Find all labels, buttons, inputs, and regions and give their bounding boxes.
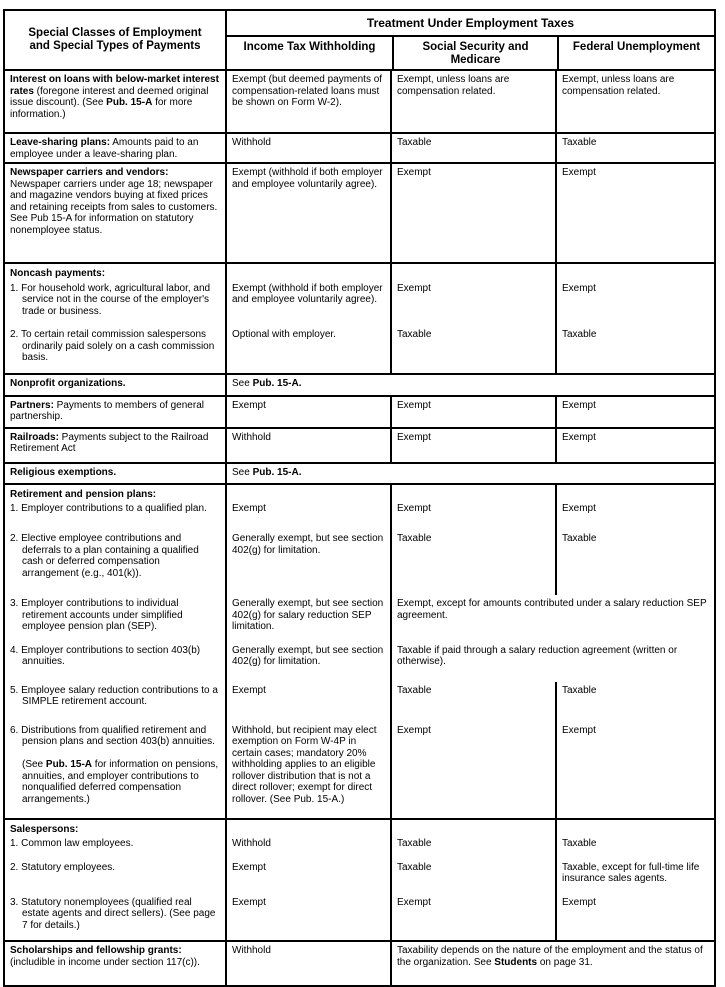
treatment-cell: Taxable <box>555 134 714 162</box>
item-label: 2. Statutory employees. <box>10 861 116 873</box>
treatment-cell: Exempt <box>555 429 714 462</box>
table-row-scholarships <box>5 940 714 985</box>
treatment-cell: Taxable <box>390 134 555 162</box>
empty-cell <box>390 264 555 280</box>
treatment-cell: Exempt, unless loans are compensation related. <box>390 71 555 132</box>
table-section-noncash <box>5 262 714 373</box>
treatment-cell: Exempt <box>225 397 390 427</box>
treatment-cell: Exempt <box>390 894 555 941</box>
treatment-cell: Exempt (but deemed payments of compensation-related loans must be shown on Form W-2). <box>225 71 390 132</box>
treatment-cell: Withhold, but recipient may elect exemption on Form W-4P in certain cases; mandatory 20% withholding applies to an eligible rollover distribution that is not a direct rollover; exempt for direct rollover. (See Pub. 15-A.) <box>225 722 390 818</box>
empty-cell <box>555 820 714 836</box>
treatment-cell: Exempt (withhold if both employer and employee voluntarily agree). <box>225 164 390 262</box>
treatment-cell: Generally exempt, but see section 402(g) for limitation. <box>225 642 390 682</box>
row-label: Interest on loans with below-market interest rates (foregone interest and deemed original issue discount). (See Pub. 15-A for more information.) <box>10 74 219 120</box>
treatment-cell: Generally exempt, but see section 402(g) for salary reduction SEP limitation. <box>225 595 390 642</box>
treatment-cell: Withhold <box>225 429 390 462</box>
treatment-cell: Taxable <box>555 530 714 595</box>
treatment-cell: Taxable if paid through a salary reduction agreement (written or otherwise). <box>390 642 714 682</box>
row-label: Nonprofit organizations. <box>10 377 126 389</box>
treatment-cell: Exempt <box>225 682 390 722</box>
table-section-salespersons <box>5 818 714 941</box>
table-header <box>5 11 714 69</box>
treatment-cell: Exempt <box>225 500 390 530</box>
treatment-cell: See Pub. 15-A. <box>225 464 714 483</box>
treatment-cell: Exempt <box>555 280 714 327</box>
treatment-cell: Taxable <box>390 530 555 595</box>
table-row-railroads <box>5 427 714 462</box>
table-row-nonprofit <box>5 373 714 395</box>
table-row-leave-sharing <box>5 132 714 162</box>
empty-cell <box>225 820 390 836</box>
section-title: Noncash payments: <box>10 268 106 279</box>
section-item <box>5 835 714 859</box>
treatment-cell: Exempt <box>555 500 714 530</box>
section-item <box>5 500 714 530</box>
item-label: 1. Employer contributions to a qualified plan. <box>10 503 207 514</box>
item-label: 2. To certain retail commission salespersons ordinarily paid solely on a cash commission basis. <box>10 329 215 363</box>
row-label: Scholarships and fellowship grants: (includible in income under section 117(c)). <box>10 945 200 968</box>
treatment-cell: Taxability depends on the nature of the employment and the status of the organization. See Students on page 31. <box>390 942 714 985</box>
table-row-interest-loans <box>5 69 714 132</box>
treatment-cell: Exempt <box>225 894 390 941</box>
section-item <box>5 530 714 595</box>
empty-cell <box>225 264 390 280</box>
section-title: Salespersons: <box>10 823 79 835</box>
treatment-cell: Withhold <box>225 835 390 859</box>
item-label: 3. Statutory nonemployees (qualified real estate agents and direct sellers). (See page 7 for details.) <box>10 896 216 931</box>
treatment-cell: Exempt <box>390 397 555 427</box>
treatment-cell: Generally exempt, but see section 402(g) for limitation. <box>225 530 390 595</box>
section-title-row <box>5 820 714 836</box>
empty-cell <box>555 485 714 501</box>
treatment-cell: Exempt <box>390 722 555 818</box>
treatment-header-group <box>225 11 714 69</box>
item-label: 6. Distributions from qualified retirement and pension plans and section 403(b) annuities. (See Pub. 15-A for information on pensions, annuities, and employer contributions to nonqualified deferred compensation arrangements.) <box>10 724 219 805</box>
treatment-cell: Exempt (withhold if both employer and employee voluntarily agree). <box>225 280 390 327</box>
treatment-cell: Taxable <box>390 682 555 722</box>
employment-tax-table <box>3 9 716 987</box>
section-item <box>5 280 714 327</box>
section-title-row <box>5 485 714 501</box>
treatment-column-headers <box>227 37 714 69</box>
table-body <box>5 69 714 985</box>
treatment-cell: Exempt <box>555 894 714 941</box>
row-label: Leave-sharing plans: Amounts paid to an employee under a leave-sharing plan. <box>10 137 199 160</box>
treatment-cell: Exempt, unless loans are compensation related. <box>555 71 714 132</box>
empty-cell <box>555 264 714 280</box>
treatment-cell: Optional with employer. <box>225 326 390 373</box>
item-label: 1. For household work, agricultural labor, and service not in the course of the employer's trade or business. <box>10 282 211 317</box>
item-label: 5. Employee salary reduction contributions to a SIMPLE retirement account. <box>10 684 218 707</box>
treatment-cell: See Pub. 15-A. <box>225 375 714 395</box>
section-title-row <box>5 264 714 280</box>
row-label: Religious exemptions. <box>10 466 117 478</box>
section-item <box>5 859 714 894</box>
section-item <box>5 326 714 373</box>
item-label: 1. Common law employees. <box>10 838 134 849</box>
treatment-cell: Exempt <box>555 164 714 262</box>
treatment-cell: Exempt <box>390 500 555 530</box>
section-title: Retirement and pension plans: <box>10 488 157 500</box>
treatment-cell: Taxable, except for full-time life insurance sales agents. <box>555 859 714 894</box>
section-item <box>5 722 714 818</box>
item-label: 3. Employer contributions to individual retirement accounts under simplified employee pension plan (SEP). <box>10 598 183 632</box>
empty-cell <box>390 820 555 836</box>
treatment-cell: Exempt <box>390 164 555 262</box>
row-label: Partners: Payments to members of general partnership. <box>10 399 204 422</box>
item-label: 2. Elective employee contributions and deferrals to a plan containing a qualified cash or deferred compensation arrangement (e.g., 401(k)). <box>10 533 199 579</box>
empty-cell <box>390 485 555 501</box>
treatment-cell: Taxable <box>555 835 714 859</box>
section-item <box>5 595 714 642</box>
treatment-cell: Exempt <box>555 397 714 427</box>
treatment-cell: Exempt <box>225 859 390 894</box>
table-section-retirement <box>5 483 714 818</box>
treatment-cell: Exempt, except for amounts contributed under a salary reduction SEP agreement. <box>390 595 714 642</box>
treatment-cell: Taxable <box>555 682 714 722</box>
table-row-partners <box>5 395 714 427</box>
treatment-cell: Withhold <box>225 942 390 985</box>
treatment-cell: Taxable <box>555 326 714 373</box>
treatment-cell: Taxable <box>390 326 555 373</box>
treatment-cell: Taxable <box>390 835 555 859</box>
treatment-cell: Exempt <box>390 280 555 327</box>
treatment-cell: Exempt <box>390 429 555 462</box>
section-item <box>5 642 714 682</box>
treatment-cell: Withhold <box>225 134 390 162</box>
treatment-group-title: Treatment Under Employment Taxes <box>227 11 714 37</box>
col-header-income-tax-withholding: Income Tax Withholding <box>243 41 376 53</box>
corner-header-special-classes: Special Classes of Employment and Special Types of Payments <box>28 26 202 52</box>
item-label: 4. Employer contributions to section 403(b) annuities. <box>10 644 201 667</box>
section-item <box>5 894 714 941</box>
empty-cell <box>225 485 390 501</box>
section-item <box>5 682 714 722</box>
row-label: Railroads: Payments subject to the Railroad Retirement Act <box>10 431 209 454</box>
row-label: Newspaper carriers and vendors: Newspaper carriers under age 18; newspaper and magazine vendors buying at fixed prices and retaining receipts from sales to customers. See Pub 15-A for information on statutory nonemployee status. <box>10 167 218 236</box>
treatment-cell: Taxable <box>390 859 555 894</box>
table-row-newspaper <box>5 162 714 262</box>
col-header-federal-unemployment: Federal Unemployment <box>557 37 714 69</box>
col-header-social-security-medicare: Social Security and Medicare <box>392 37 557 69</box>
table-row-religious <box>5 462 714 483</box>
treatment-cell: Exempt <box>555 722 714 818</box>
